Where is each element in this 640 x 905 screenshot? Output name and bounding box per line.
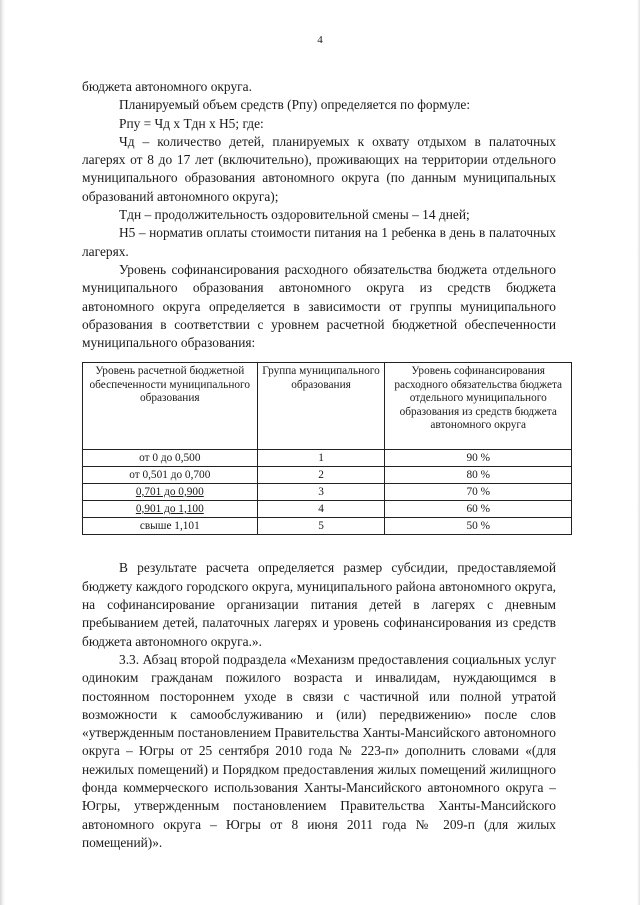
paragraph-chd-definition: Чд – количество детей, планируемых к охвату отдыхом в палаточных лагерях от 8 до 17 лет (включительно), проживающих на территории отдельного муниципального образования автономного округа (по данным муниципальных образований автономного округа); (82, 133, 556, 204)
paragraph-formula: Рпу = Чд х Тдн х Н5; где: (119, 115, 264, 131)
table-header-cofinancing: Уровень софинансирования расходного обязательства бюджета отдельного муниципального образования из средств бюджета автономного округа (385, 363, 572, 450)
table-cell-percent: 80 % (385, 467, 572, 484)
table-cell-range: 0,901 до 1,100 (83, 501, 258, 518)
scan-edge-left (0, 0, 5, 905)
paragraph-cofinancing-level: Уровень софинансирования расходного обязательства бюджета отдельного муниципального образования автономного округа из средств бюджета автономного округа определяется в зависимости от группы муниципального образования в соответствии с уровнем расчетной бюджетной обеспеченности муниципального образования: (82, 261, 556, 351)
paragraph-planned-volume: Планируемый объем средств (Рпу) определяется по формуле: (119, 97, 471, 113)
table-header-budget-level: Уровень расчетной бюджетной обеспеченности муниципального образования (83, 363, 258, 450)
table-row (83, 484, 572, 501)
paragraph-section-3-3: 3.3. Абзац второй подраздела «Механизм предоставления социальных услуг одиноким гражданам пожилого возраста и инвалидам, нуждающимся в постоянном постороннем уходе в связи с частичной или полной утратой возможности к самообслуживанию и (или) передвижению» после слов «утвержденным постановлением Правительства Ханты-Мансийского автономного округа – Югры от 25 сентября 2010 года № 223-п» дополнить словами «(для нежилых помещений) и Порядком предоставления жилых помещений жилищного фонда коммерческого использования Ханты-Мансийского автономного округа – Югры, утвержденным постановлением Правительства Ханты-Мансийского автономного округа – Югры от 8 июня 2011 года № 209-п (для жилых помещений)». (82, 651, 556, 850)
table-cell-range: 0,701 до 0,900 (83, 484, 258, 501)
table-header-row (83, 363, 572, 450)
table-row (83, 467, 572, 484)
page-number: 4 (317, 34, 323, 46)
cofinancing-table (82, 362, 572, 535)
table-row (83, 450, 572, 467)
table-cell-group: 3 (257, 484, 385, 501)
table-header-group: Группа муниципального образования (257, 363, 385, 450)
table-cell-group: 4 (257, 501, 385, 518)
table-row (83, 518, 572, 535)
table-cell-percent: 70 % (385, 484, 572, 501)
table-cell-percent: 60 % (385, 501, 572, 518)
table-cell-range: от 0 до 0,500 (83, 450, 258, 467)
table-cell-percent: 90 % (385, 450, 572, 467)
table-cell-percent: 50 % (385, 518, 572, 535)
paragraph-budget-end: бюджета автономного округа. (82, 79, 252, 94)
table-row (83, 501, 572, 518)
table-cell-range: свыше 1,101 (83, 518, 258, 535)
paragraph-n5-definition: Н5 – норматив оплаты стоимости питания на 1 ребенка в день в палаточных лагерях. (82, 225, 556, 259)
table-cell-group: 2 (257, 467, 385, 484)
table-cell-group: 1 (257, 450, 385, 467)
table-cell-group: 5 (257, 518, 385, 535)
document-body (82, 78, 563, 852)
table-cell-range: от 0,501 до 0,700 (83, 467, 258, 484)
paragraph-tdn-definition: Тдн – продолжительность оздоровительной смены – 14 дней; (119, 207, 470, 223)
paragraph-subsidy-result: В результате расчета определяется размер субсидии, предоставляемой бюджету каждого городского округа, муниципального района автономного округа, на софинансирование организации питания детей в лагерях с дневным пребыванием детей, палаточных лагерях и уровень софинансирования из средств бюджета автономного округа.». (82, 560, 556, 649)
